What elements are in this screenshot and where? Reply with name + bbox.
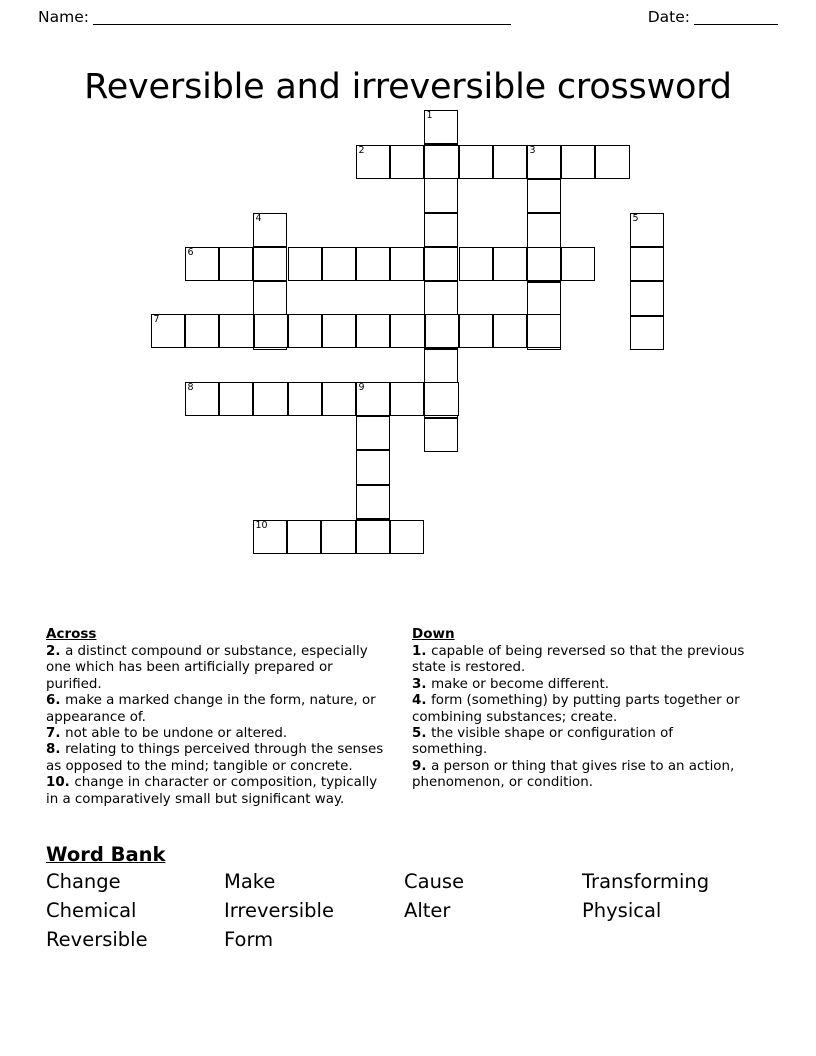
clue-item-down-4 — [412, 693, 752, 726]
crossword-cell[interactable] — [459, 145, 493, 179]
crossword-cell-start-3-down[interactable] — [527, 145, 561, 179]
clue-number: 3. — [412, 676, 432, 692]
crossword-cell[interactable] — [253, 247, 287, 281]
crossword-cell[interactable] — [356, 485, 390, 519]
crossword-clue-number: 6 — [187, 247, 194, 258]
crossword-cell[interactable] — [356, 247, 390, 281]
crossword-cell[interactable] — [527, 247, 561, 281]
crossword-cell[interactable] — [288, 382, 322, 416]
crossword-cell[interactable] — [390, 145, 424, 179]
clue-text: form (something) by putting parts together or combining substances; create. — [412, 693, 740, 725]
crossword-cell-start-6-across[interactable] — [185, 247, 219, 281]
crossword-cell[interactable] — [424, 418, 458, 452]
word-bank-word: Chemical — [46, 899, 137, 922]
crossword-cell[interactable] — [321, 520, 355, 554]
crossword-cell[interactable] — [424, 213, 458, 247]
crossword-cell[interactable] — [390, 382, 424, 416]
crossword-clue-number: 2 — [358, 145, 365, 156]
clue-item-down-1 — [412, 644, 752, 677]
clue-text: the visible shape or configuration of something. — [412, 726, 673, 758]
word-bank-word: Make — [224, 870, 276, 893]
crossword-cell[interactable] — [322, 314, 356, 348]
clues-across-list — [46, 644, 386, 808]
crossword-cell-start-2-across[interactable] — [356, 145, 390, 179]
crossword-cell[interactable] — [219, 314, 253, 348]
crossword-cell[interactable] — [630, 247, 664, 281]
clue-item-across-7 — [46, 726, 386, 742]
crossword-cell[interactable] — [356, 520, 390, 554]
word-bank-word: Reversible — [46, 928, 148, 951]
clue-text: make or become different. — [431, 676, 610, 692]
crossword-cell[interactable] — [425, 314, 459, 348]
crossword-clue-number: 5 — [632, 213, 639, 224]
clues-across-column — [46, 626, 386, 808]
crossword-cell-start-8-across[interactable] — [185, 382, 219, 416]
crossword-cell[interactable] — [595, 145, 629, 179]
clue-number: 7. — [46, 726, 66, 742]
date-label: Date: — [647, 8, 690, 26]
crossword-cell[interactable] — [630, 281, 664, 315]
crossword-cell[interactable] — [356, 450, 390, 484]
word-bank-word: Transforming — [582, 870, 710, 893]
word-bank-grid — [46, 870, 776, 952]
clue-item-down-9 — [412, 759, 752, 792]
crossword-cell[interactable] — [356, 416, 390, 450]
crossword-clue-number: 4 — [255, 213, 262, 224]
clue-text: make a marked change in the form, nature, or appearance of. — [46, 693, 376, 725]
crossword-clue-number: 3 — [529, 145, 536, 156]
crossword-cell[interactable] — [356, 314, 390, 348]
word-bank-word: Cause — [404, 870, 465, 893]
crossword-cell[interactable] — [424, 382, 458, 416]
clue-number: 8. — [46, 742, 66, 758]
crossword-cell[interactable] — [493, 145, 527, 179]
clue-number: 4. — [412, 693, 432, 709]
word-bank-section — [46, 843, 776, 952]
crossword-cell[interactable] — [219, 247, 253, 281]
word-bank-word: Alter — [404, 899, 451, 922]
clues-section — [46, 626, 776, 836]
word-bank-word: Irreversible — [224, 899, 334, 922]
clue-item-across-8 — [46, 742, 386, 775]
clues-across-heading: Across — [46, 626, 97, 642]
clue-text: relating to things perceived through the senses as opposed to the mind; tangible or concrete. — [46, 742, 384, 774]
clue-text: capable of being reversed so that the previous state is restored. — [412, 644, 745, 676]
crossword-cell[interactable] — [185, 314, 219, 348]
crossword-cell[interactable] — [424, 145, 458, 179]
clue-text: not able to be undone or altered. — [65, 726, 288, 742]
crossword-cell[interactable] — [288, 314, 322, 348]
crossword-cell[interactable] — [322, 382, 356, 416]
crossword-cell[interactable] — [561, 145, 595, 179]
crossword-clue-number: 1 — [426, 110, 433, 121]
clue-item-down-5 — [412, 726, 752, 759]
name-label: Name: — [38, 8, 89, 26]
crossword-cell[interactable] — [253, 382, 287, 416]
crossword-cell[interactable] — [527, 314, 561, 348]
crossword-cell[interactable] — [288, 247, 322, 281]
crossword-cell[interactable] — [390, 520, 424, 554]
crossword-cell-start-5-down[interactable] — [630, 213, 664, 247]
crossword-cell[interactable] — [630, 316, 664, 350]
crossword-clue-number: 10 — [255, 520, 268, 531]
crossword-cell[interactable] — [390, 247, 424, 281]
crossword-cell[interactable] — [424, 281, 458, 315]
crossword-cell-start-9-down[interactable] — [356, 382, 390, 416]
clue-number: 1. — [412, 644, 432, 659]
clue-item-across-10 — [46, 775, 386, 808]
crossword-cell-start-1-down[interactable] — [424, 110, 458, 144]
crossword-cell[interactable] — [561, 247, 595, 281]
crossword-cell[interactable] — [527, 179, 561, 213]
crossword-cell[interactable] — [424, 178, 458, 212]
crossword-cell[interactable] — [527, 213, 561, 247]
crossword-clue-number: 8 — [187, 382, 194, 393]
crossword-cell[interactable] — [424, 349, 458, 383]
crossword-cell[interactable] — [459, 247, 493, 281]
crossword-cell[interactable] — [390, 314, 424, 348]
crossword-cell[interactable] — [253, 281, 287, 315]
clue-text: a distinct compound or substance, especially one which has been artificially prepared or purified. — [46, 644, 368, 692]
crossword-cell[interactable] — [527, 282, 561, 316]
crossword-cell[interactable] — [424, 247, 458, 281]
crossword-cell[interactable] — [493, 314, 527, 348]
page-title: Reversible and irreversible crossword — [84, 67, 732, 108]
clue-item-across-6 — [46, 693, 386, 726]
word-bank-word: Physical — [582, 899, 662, 922]
clue-item-down-3 — [412, 677, 752, 693]
word-bank-title: Word Bank — [46, 843, 166, 866]
clue-number: 10. — [46, 775, 75, 791]
crossword-cell[interactable] — [322, 247, 356, 281]
clue-text: change in character or composition, typically in a comparatively small but significant way. — [46, 775, 378, 807]
clues-down-column — [412, 626, 752, 792]
crossword-cell[interactable] — [254, 314, 288, 348]
clue-number: 2. — [46, 644, 66, 659]
crossword-cell[interactable] — [493, 247, 527, 281]
word-bank-word: Change — [46, 870, 121, 893]
crossword-cell-start-4-down[interactable] — [253, 213, 287, 247]
crossword-cell-start-7-across[interactable] — [151, 314, 185, 348]
clues-down-heading: Down — [412, 626, 455, 642]
clue-number: 5. — [412, 726, 432, 742]
clues-down-list — [412, 644, 752, 792]
clue-item-across-2 — [46, 644, 386, 693]
word-bank-word: Form — [224, 928, 274, 951]
clue-number: 9. — [412, 758, 432, 774]
crossword-cell[interactable] — [287, 520, 321, 554]
crossword-clue-number: 9 — [358, 382, 365, 393]
crossword-cell[interactable] — [459, 314, 493, 348]
clue-number: 6. — [46, 693, 66, 709]
clue-text: a person or thing that gives rise to an action, phenomenon, or condition. — [412, 758, 735, 791]
crossword-cell[interactable] — [219, 382, 253, 416]
crossword-clue-number: 7 — [153, 314, 160, 325]
crossword-cell-start-10-across[interactable] — [253, 520, 287, 554]
